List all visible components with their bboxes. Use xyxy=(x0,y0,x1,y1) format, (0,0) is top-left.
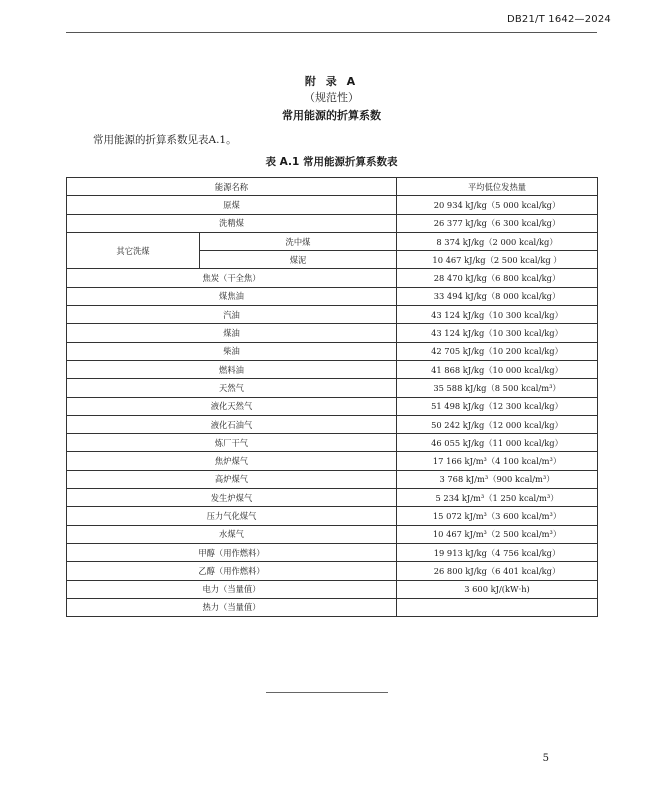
heat-value-cell: 42 705 kJ/kg（10 200 kcal/kg） xyxy=(397,342,598,360)
energy-name-cell: 天然气 xyxy=(67,379,397,397)
table-row xyxy=(67,415,598,433)
energy-name-cell: 发生炉煤气 xyxy=(67,489,397,507)
heat-value-cell: 15 072 kJ/m³（3 600 kcal/m³） xyxy=(397,507,598,525)
energy-name-cell: 水煤气 xyxy=(67,525,397,543)
heat-value-cell: 3 600 kJ/(kW·h) xyxy=(397,580,598,598)
table-row xyxy=(67,232,598,250)
heat-value-cell: 17 166 kJ/m³（4 100 kcal/m³） xyxy=(397,452,598,470)
energy-name-cell: 原煤 xyxy=(67,196,397,214)
table-row xyxy=(67,452,598,470)
energy-name-cell: 热力（当量值） xyxy=(67,598,397,616)
energy-name-cell: 燃料油 xyxy=(67,360,397,378)
table-row xyxy=(67,342,598,360)
energy-name-cell: 煤泥 xyxy=(200,251,397,269)
heat-value-cell: 26 377 kJ/kg（6 300 kcal/kg） xyxy=(397,214,598,232)
table-row xyxy=(67,525,598,543)
table-row xyxy=(67,196,598,214)
heat-value-cell: 33 494 kJ/kg（8 000 kcal/kg） xyxy=(397,287,598,305)
table-row xyxy=(67,269,598,287)
energy-name-cell: 汽油 xyxy=(67,306,397,324)
table-row xyxy=(67,470,598,488)
table-row xyxy=(67,562,598,580)
table-row xyxy=(67,287,598,305)
energy-name-cell: 洗中煤 xyxy=(200,232,397,250)
energy-name-cell: 煤焦油 xyxy=(67,287,397,305)
intro-paragraph: 常用能源的折算系数见表A.1。 xyxy=(93,134,237,146)
header-energy-name: 能源名称 xyxy=(67,178,397,196)
heat-value-cell: 43 124 kJ/kg（10 300 kcal/kg） xyxy=(397,324,598,342)
heat-value-cell: 19 913 kJ/kg（4 756 kcal/kg） xyxy=(397,543,598,561)
heat-value-cell: 35 588 kJ/kg（8 500 kcal/m³） xyxy=(397,379,598,397)
annex-label: 附 录 A xyxy=(304,75,359,88)
energy-name-cell: 炼厂干气 xyxy=(67,434,397,452)
heat-value-cell: 46 055 kJ/kg（11 000 kcal/kg） xyxy=(397,434,598,452)
heat-value-cell: 43 124 kJ/kg（10 300 kcal/kg） xyxy=(397,306,598,324)
table-row xyxy=(67,214,598,232)
table-row xyxy=(67,598,598,616)
energy-name-cell: 液化石油气 xyxy=(67,415,397,433)
heat-value-cell: 51 498 kJ/kg（12 300 kcal/kg） xyxy=(397,397,598,415)
header-heat-value: 平均低位发热量 xyxy=(397,178,598,196)
energy-name-cell: 电力（当量值） xyxy=(67,580,397,598)
table-row xyxy=(67,397,598,415)
heat-value-cell xyxy=(397,598,598,616)
table-row xyxy=(67,543,598,561)
heat-value-cell: 10 467 kJ/m³（2 500 kcal/m³） xyxy=(397,525,598,543)
energy-name-cell: 洗精煤 xyxy=(67,214,397,232)
table-row xyxy=(67,434,598,452)
heat-value-cell: 3 768 kJ/m³（900 kcal/m³） xyxy=(397,470,598,488)
table-row xyxy=(67,580,598,598)
table-body xyxy=(67,196,598,617)
energy-name-cell: 焦炉煤气 xyxy=(67,452,397,470)
table-row xyxy=(67,360,598,378)
table-row xyxy=(67,306,598,324)
table-row xyxy=(67,379,598,397)
heat-value-cell: 26 800 kJ/kg（6 401 kcal/kg） xyxy=(397,562,598,580)
energy-name-cell: 液化天然气 xyxy=(67,397,397,415)
heat-value-cell: 10 467 kJ/kg（2 500 kcal/kg ） xyxy=(397,251,598,269)
table-row xyxy=(67,507,598,525)
table-row xyxy=(67,489,598,507)
energy-name-cell: 压力气化煤气 xyxy=(67,507,397,525)
heat-value-cell: 50 242 kJ/kg（12 000 kcal/kg） xyxy=(397,415,598,433)
header-divider xyxy=(66,32,597,33)
energy-name-cell: 甲醇（用作燃料） xyxy=(67,543,397,561)
document-code: DB21/T 1642—2024 xyxy=(506,14,611,25)
annex-nature: （规范性） xyxy=(304,91,359,104)
group-name-cell: 其它洗煤 xyxy=(67,232,200,269)
annex-title: 常用能源的折算系数 xyxy=(282,109,381,122)
energy-name-cell: 高炉煤气 xyxy=(67,470,397,488)
table-row xyxy=(67,324,598,342)
conversion-factor-table xyxy=(66,177,598,617)
end-divider xyxy=(266,692,388,693)
heat-value-cell: 20 934 kJ/kg（5 000 kcal/kg） xyxy=(397,196,598,214)
heat-value-cell: 8 374 kJ/kg（2 000 kcal/kg） xyxy=(397,232,598,250)
heat-value-cell: 5 234 kJ/m³（1 250 kcal/m³） xyxy=(397,489,598,507)
table-caption: 表 A.1 常用能源折算系数表 xyxy=(265,156,398,168)
heat-value-cell: 41 868 kJ/kg（10 000 kcal/kg） xyxy=(397,360,598,378)
energy-name-cell: 乙醇（用作燃料） xyxy=(67,562,397,580)
heat-value-cell: 28 470 kJ/kg（6 800 kcal/kg） xyxy=(397,269,598,287)
energy-name-cell: 柴油 xyxy=(67,342,397,360)
energy-name-cell: 煤油 xyxy=(67,324,397,342)
table-header-row xyxy=(67,178,598,196)
page-number: 5 xyxy=(542,753,549,764)
energy-name-cell: 焦炭（干全焦） xyxy=(67,269,397,287)
